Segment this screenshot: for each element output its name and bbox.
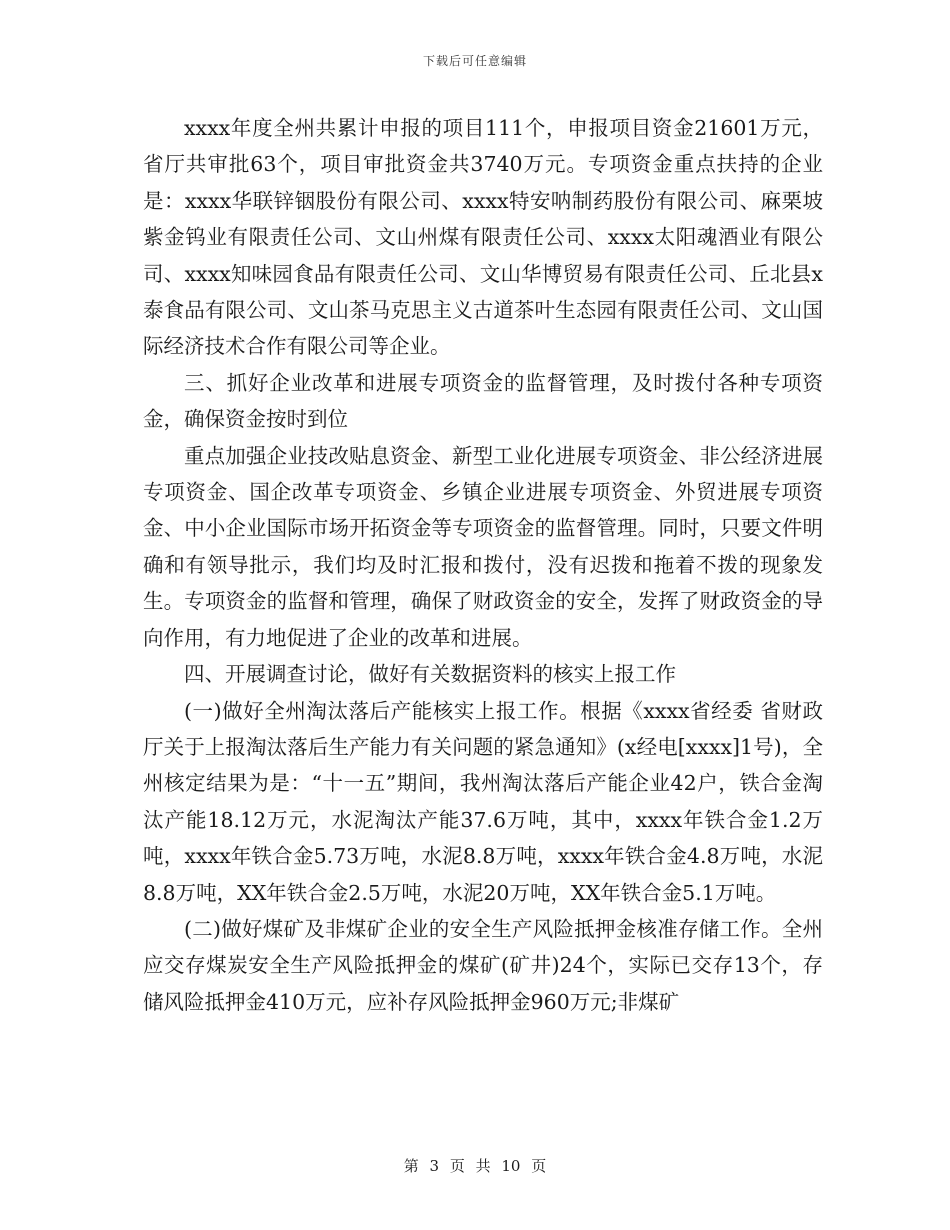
paragraph-project-summary: xxxx年度全州共累计申报的项目111个，申报项目资金21601万元，省厅共审批63个，项目审批资金共3740万元。专项资金重点扶持的企业是：xxxx华联锌铟股份有限公司、xxxx特安呐制药股份有限公司、麻栗坡紫金钨业有限责任公司、文山州煤有限责任公司、xxxx太阳魂酒业有限公司、xxxx知味园食品有限责任公司、文山华博贸易有限责任公司、丘北县x泰食品有限公司、文山茶马克思主义古道茶叶生态园有限责任公司、文山国际经济技术合作有限公司等企业。 [143, 116, 823, 359]
document-body [143, 110, 823, 1020]
paragraph-fund-supervision: 重点加强企业技改贴息资金、新型工业化进展专项资金、非公经济进展专项资金、国企改革专项资金、乡镇企业进展专项资金、外贸进展专项资金、中小企业国际市场开拓资金等专项资金的监督管理。同时，只要文件明确和有领导批示，我们均及时汇报和拨付，没有迟拨和拖着不拨的现象发生。专项资金的监督和管理，确保了财政资金的安全，发挥了财政资金的导向作用，有力地促进了企业的改革和进展。 [143, 443, 823, 650]
heading-section-four: 四、开展调查讨论，做好有关数据资料的核实上报工作 [184, 662, 676, 687]
heading-section-three: 三、抓好企业改革和进展专项资金的监督管理，及时拨付各种专项资金，确保资金按时到位 [143, 370, 823, 432]
paragraph-capacity-elimination: (一)做好全州淘汰落后产能核实上报工作。根据《xxxx省经委 省财政厅关于上报淘汰落后生产能力有关问题的紧急通知》(x经电[xxxx]1号)，全州核定结果为是：“十一五”期间，我州淘汰落后产能企业42户，铁合金淘汰产能18.12万元，水泥淘汰产能37.6万吨，其中，xxxx年铁合金1.2万吨，xxxx年铁合金5.73万吨，水泥8.8万吨，xxxx年铁合金4.8万吨，水泥8.8万吨，XX年铁合金2.5万吨，水泥20万吨，XX年铁合金5.1万吨。 [143, 698, 823, 905]
page-number-footer: 第 3 页 共 10 页 [403, 1157, 547, 1175]
page-header: 下载后可任意编辑 [422, 54, 527, 68]
paragraph-risk-deposit: (二)做好煤矿及非煤矿企业的安全生产风险抵押金核准存储工作。全州应交存煤炭安全生产风险抵押金的煤矿(矿井)24个，实际已交存13个，存储风险抵押金410万元，应补存风险抵押金960万元;非煤矿 [143, 916, 823, 1014]
